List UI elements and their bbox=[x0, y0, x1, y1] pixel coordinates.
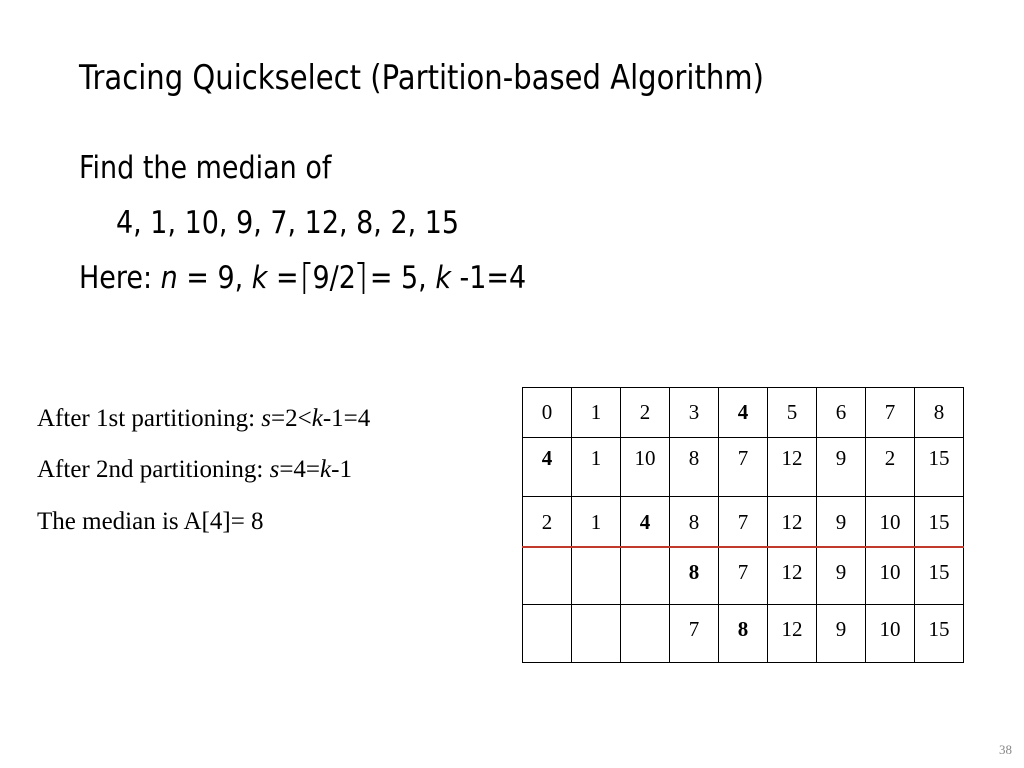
table-cell bbox=[572, 547, 621, 605]
table-cell: 10 bbox=[866, 605, 915, 663]
table-cell: 7 bbox=[719, 438, 768, 497]
table-cell: 7 bbox=[719, 547, 768, 605]
table-cell: 10 bbox=[866, 497, 915, 547]
second-partition-note: After 2nd partitioning: s=4=k-1 bbox=[37, 456, 352, 483]
table-header-row bbox=[523, 388, 964, 438]
table-cell: 9 bbox=[817, 547, 866, 605]
table-cell: 12 bbox=[768, 547, 817, 605]
table-row bbox=[523, 605, 964, 663]
table-row bbox=[523, 497, 964, 547]
table-cell: 8 bbox=[670, 497, 719, 547]
parameters-line bbox=[79, 260, 526, 296]
table-cell: 15 bbox=[915, 547, 964, 605]
n-value: = 9, bbox=[177, 260, 252, 296]
ceiling-left-icon bbox=[304, 262, 311, 294]
n-variable: n bbox=[160, 260, 178, 296]
table-cell: 15 bbox=[915, 605, 964, 663]
table-row bbox=[523, 547, 964, 605]
problem-statement: Find the median of bbox=[79, 150, 332, 186]
table-cell: 8 bbox=[670, 547, 719, 605]
table-cell: 1 bbox=[572, 388, 621, 438]
table-cell: 4 bbox=[621, 497, 670, 547]
partition-trace-table bbox=[522, 387, 964, 663]
table-cell bbox=[523, 547, 572, 605]
table-cell: 8 bbox=[670, 438, 719, 497]
table-cell: 10 bbox=[621, 438, 670, 497]
table-cell: 9 bbox=[817, 605, 866, 663]
table-cell: 12 bbox=[768, 497, 817, 547]
table-cell: 15 bbox=[915, 438, 964, 497]
table-cell: 9 bbox=[817, 438, 866, 497]
table-cell: 12 bbox=[768, 438, 817, 497]
table-row bbox=[523, 438, 964, 497]
input-numbers: 4, 1, 10, 9, 7, 12, 8, 2, 15 bbox=[116, 205, 460, 241]
slide-title: Tracing Quickselect (Partition-based Algorithm) bbox=[79, 58, 764, 98]
table-cell bbox=[572, 605, 621, 663]
k-equals: = bbox=[267, 260, 299, 296]
table-cell: 1 bbox=[572, 438, 621, 497]
table-cell: 3 bbox=[670, 388, 719, 438]
table-cell: 8 bbox=[915, 388, 964, 438]
here-label: Here: bbox=[79, 260, 161, 296]
table-cell: 4 bbox=[523, 438, 572, 497]
table-cell: 10 bbox=[866, 547, 915, 605]
first-partition-note: After 1st partitioning: s=2<k-1=4 bbox=[37, 405, 371, 432]
table-cell: 9 bbox=[817, 497, 866, 547]
table-cell bbox=[621, 547, 670, 605]
table-cell: 2 bbox=[621, 388, 670, 438]
median-result: The median is A[4]= 8 bbox=[37, 508, 264, 535]
table-cell: 7 bbox=[670, 605, 719, 663]
table-cell: 4 bbox=[719, 388, 768, 438]
table-cell: 2 bbox=[523, 497, 572, 547]
table-cell: 1 bbox=[572, 497, 621, 547]
table-cell bbox=[523, 605, 572, 663]
table-cell: 8 bbox=[719, 605, 768, 663]
ceiling-right-icon bbox=[358, 262, 365, 294]
table-cell: 7 bbox=[719, 497, 768, 547]
ceiling-content: 9/2 bbox=[312, 260, 356, 296]
table-cell bbox=[621, 605, 670, 663]
table-cell: 15 bbox=[915, 497, 964, 547]
k-variable-2: k bbox=[435, 260, 451, 296]
table-cell: 7 bbox=[866, 388, 915, 438]
table-cell: 2 bbox=[866, 438, 915, 497]
table-cell: 12 bbox=[768, 605, 817, 663]
table-cell: 5 bbox=[768, 388, 817, 438]
k-minus-one: -1=4 bbox=[450, 260, 527, 296]
page-number: 38 bbox=[999, 742, 1012, 757]
k-value: = 5, bbox=[369, 260, 436, 296]
k-variable: k bbox=[251, 260, 268, 296]
table-cell: 6 bbox=[817, 388, 866, 438]
table-cell: 0 bbox=[523, 388, 572, 438]
